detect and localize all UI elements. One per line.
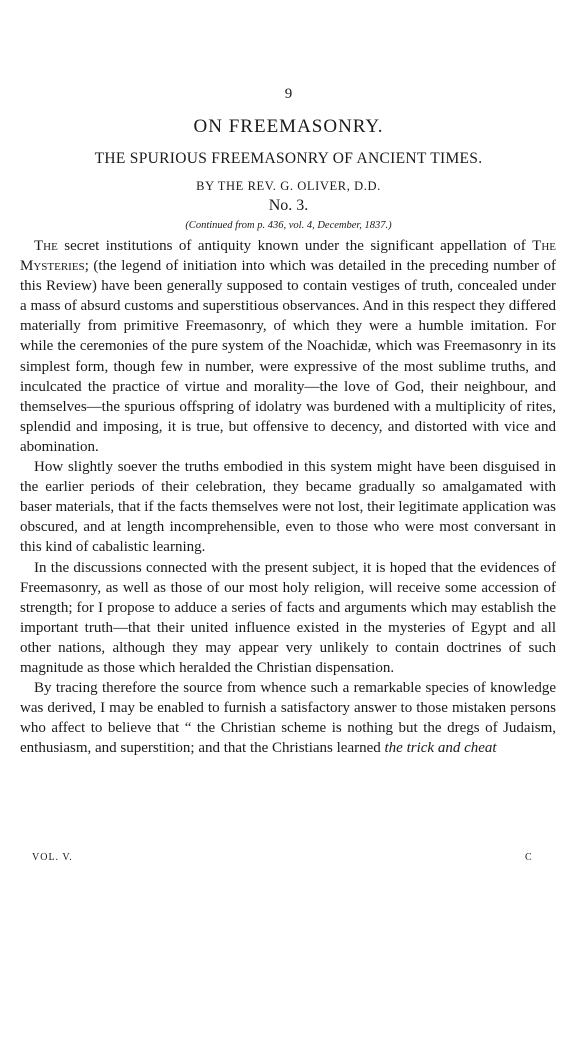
article-subheading: THE SPURIOUS FREEMASONRY OF ANCIENT TIMES.	[94, 150, 483, 167]
article-body	[20, 236, 556, 758]
paragraph-2	[20, 457, 556, 557]
small-caps-title: The Mysteries	[20, 238, 556, 275]
continued-note: (Continued from p. 436, vol. 4, December, 1837.)	[185, 220, 392, 231]
page-number: 9	[284, 86, 293, 102]
part-number: No. 3.	[268, 197, 309, 214]
paragraph-text: By tracing therefore the source from whence such a remarkable species of knowledge was derived, I may be enabled to furnish a satisfactory answer to those mistaken persons who affect to believe that “ the Christian scheme is nothing but the dregs of Judaism, enthusiasm, and superstition; and that the Christians learned	[20, 680, 556, 757]
signature-mark: C	[525, 852, 532, 863]
paragraph-3	[20, 558, 556, 679]
paragraph-text: ; (the legend of initiation into which was detailed in the preceding number of this Review) have been generally supposed to contain vestiges of truth, concealed under a mass of absurd customs and superstitious observances. And in this respect they differed materially from primitive Freemasonry, of which they were a humble imitation. For while the ceremonies of the pure system of the Noachidæ, which was Freemasonry in its simplest form, though few in number, were expressive of the most sublime truths, and inculcated the practice of virtue and morality—the love of God, their neighbour, and themselves—the spurious offspring of idolatry was burdened with a multiplicity of rites, splendid and imposing, it is true, but offensive to decency, and distorted with vice and abomination.	[20, 258, 556, 455]
paragraph-text: How slightly soever the truths embodied in this system might have been disguised in the earlier periods of their celebration, they became gradually so amalgamated with baser materials, that if the facts themselves were not lost, their legitimate application was obscured, and at length incomprehensible, even to those who were most conversant in this kind of cabalistic learning.	[20, 459, 556, 556]
paragraph-1	[20, 236, 556, 457]
italic-phrase: the trick and cheat	[384, 740, 497, 757]
author-byline: BY THE REV. G. OLIVER, D.D.	[196, 179, 381, 193]
paragraph-text: In the discussions connected with the present subject, it is hoped that the evidences of Freemasonry, as well as those of our most holy religion, will receive some accession of strength; for I propose to adduce a series of facts and arguments which may establish the important truth—that their united influence existed in the mysteries of Egypt and all other nations, although they may appear very unlikely to contain doctrines of such magnitude as those which heralded the Christian dispensation.	[20, 559, 556, 676]
paragraph-4	[20, 678, 556, 758]
paragraph-lead-word: The	[34, 238, 58, 254]
article-heading: ON FREEMASONRY.	[193, 116, 384, 137]
volume-marker: VOL. V.	[32, 852, 73, 863]
paragraph-text: secret institutions of antiquity known under the significant appellation of	[57, 238, 533, 254]
